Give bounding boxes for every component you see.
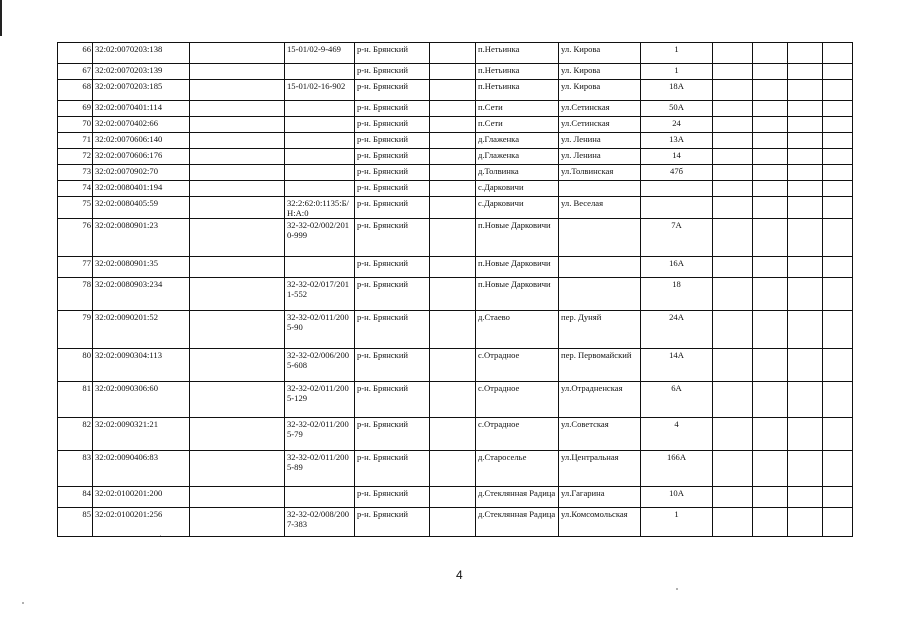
row-number: 76 [58, 219, 93, 257]
document-cell [190, 133, 285, 149]
empty-cell [753, 219, 788, 257]
empty-cell [430, 149, 476, 165]
empty-cell [713, 197, 753, 219]
row-number: 67 [58, 64, 93, 80]
empty-cell [788, 181, 823, 197]
district-cell: р-н. Брянский [355, 64, 430, 80]
street-cell [559, 278, 641, 311]
empty-cell [823, 133, 853, 149]
empty-cell [788, 382, 823, 418]
empty-cell [823, 181, 853, 197]
empty-cell [713, 101, 753, 117]
table-row [58, 43, 853, 64]
registration-number: 32-32-02/011/2005-89 [285, 451, 355, 487]
row-number: 80 [58, 349, 93, 382]
registration-number [285, 64, 355, 80]
document-cell [190, 382, 285, 418]
row-number: 73 [58, 165, 93, 181]
house-number: 1 [641, 508, 713, 537]
house-number: 16А [641, 257, 713, 278]
document-cell [190, 149, 285, 165]
empty-cell [430, 64, 476, 80]
house-number [641, 181, 713, 197]
settlement-cell: с.Отрадное [476, 382, 559, 418]
empty-cell [430, 219, 476, 257]
registration-number: 32:2:62:0:1135:Б/Н:А:0 [285, 197, 355, 219]
registration-number: 32-32-02/011/2005-79 [285, 418, 355, 451]
empty-cell [713, 133, 753, 149]
cadastral-number: 32:02:0070203:138 [93, 43, 190, 64]
empty-cell [788, 418, 823, 451]
settlement-cell: п.Новые Дарковичи [476, 278, 559, 311]
street-cell: ул.Толвинская [559, 165, 641, 181]
house-number: 1 [641, 43, 713, 64]
empty-cell [823, 418, 853, 451]
empty-cell [753, 487, 788, 508]
street-cell: ул.Гагарина [559, 487, 641, 508]
district-cell: р-н. Брянский [355, 219, 430, 257]
district-cell: р-н. Брянский [355, 311, 430, 349]
empty-cell [753, 311, 788, 349]
settlement-cell: п.Нетьинка [476, 43, 559, 64]
empty-cell [430, 508, 476, 537]
registration-number [285, 165, 355, 181]
empty-cell [713, 451, 753, 487]
document-cell [190, 64, 285, 80]
settlement-cell: п.Нетьинка [476, 80, 559, 101]
registration-number [285, 117, 355, 133]
table-row [58, 418, 853, 451]
settlement-cell: п.Новые Дарковичи [476, 257, 559, 278]
page-number: 4 [456, 568, 463, 582]
empty-cell [713, 257, 753, 278]
scan-speck [676, 588, 678, 590]
registration-number [285, 133, 355, 149]
empty-cell [713, 487, 753, 508]
street-cell: ул. Кирова [559, 80, 641, 101]
document-cell [190, 418, 285, 451]
document-cell [190, 165, 285, 181]
district-cell: р-н. Брянский [355, 80, 430, 101]
district-cell: р-н. Брянский [355, 43, 430, 64]
cadastral-number: 32:02:0080903:234 [93, 278, 190, 311]
cadastral-number: 32:02:0070203:139 [93, 64, 190, 80]
settlement-cell: п.Сети [476, 101, 559, 117]
empty-cell [753, 165, 788, 181]
table-row [58, 197, 853, 219]
registration-number: 32-32-02/011/2005-129 [285, 382, 355, 418]
district-cell: р-н. Брянский [355, 257, 430, 278]
registration-number [285, 101, 355, 117]
house-number: 13А [641, 133, 713, 149]
district-cell: р-н. Брянский [355, 382, 430, 418]
empty-cell [430, 257, 476, 278]
scan-speck [22, 602, 24, 604]
cadastral-number: 32:02:0090321:21 [93, 418, 190, 451]
empty-cell [753, 181, 788, 197]
table-row [58, 64, 853, 80]
row-number: 77 [58, 257, 93, 278]
empty-cell [753, 197, 788, 219]
empty-cell [788, 197, 823, 219]
empty-cell [753, 149, 788, 165]
document-cell [190, 101, 285, 117]
empty-cell [788, 349, 823, 382]
empty-cell [430, 278, 476, 311]
empty-cell [823, 508, 853, 537]
house-number: 1 [641, 64, 713, 80]
empty-cell [430, 133, 476, 149]
cadastral-number: 32:02:0100201:256 [93, 508, 190, 537]
registration-number: 15-01/02-9-469 [285, 43, 355, 64]
row-number: 79 [58, 311, 93, 349]
settlement-cell: с.Отрадное [476, 349, 559, 382]
empty-cell [713, 149, 753, 165]
empty-cell [713, 64, 753, 80]
row-number: 66 [58, 43, 93, 64]
house-number: 4 [641, 418, 713, 451]
row-number: 75 [58, 197, 93, 219]
registration-number: 32-32-02/002/2010-999 [285, 219, 355, 257]
street-cell: ул.Центральная [559, 451, 641, 487]
empty-cell [430, 418, 476, 451]
empty-cell [430, 311, 476, 349]
settlement-cell: д.Староселье [476, 451, 559, 487]
row-number: 82 [58, 418, 93, 451]
house-number: 6А [641, 382, 713, 418]
empty-cell [788, 278, 823, 311]
empty-cell [753, 278, 788, 311]
street-cell: ул. Веселая [559, 197, 641, 219]
street-cell: пер. Дуняй [559, 311, 641, 349]
settlement-cell: д.Глаженка [476, 133, 559, 149]
document-cell [190, 117, 285, 133]
district-cell: р-н. Брянский [355, 181, 430, 197]
empty-cell [713, 117, 753, 133]
settlement-cell: д.Стаево [476, 311, 559, 349]
empty-cell [430, 117, 476, 133]
street-cell: ул.Сетинская [559, 101, 641, 117]
table-row [58, 149, 853, 165]
house-number [641, 197, 713, 219]
empty-cell [788, 311, 823, 349]
settlement-cell: д.Глаженка [476, 149, 559, 165]
district-cell: р-н. Брянский [355, 451, 430, 487]
empty-cell [788, 101, 823, 117]
document-cell [190, 219, 285, 257]
house-number: 50А [641, 101, 713, 117]
table-row [58, 451, 853, 487]
row-number: 70 [58, 117, 93, 133]
empty-cell [713, 278, 753, 311]
settlement-cell: п.Нетьинка [476, 64, 559, 80]
empty-cell [753, 451, 788, 487]
house-number: 10А [641, 487, 713, 508]
empty-cell [753, 101, 788, 117]
table-row [58, 311, 853, 349]
district-cell: р-н. Брянский [355, 278, 430, 311]
empty-cell [823, 278, 853, 311]
district-cell: р-н. Брянский [355, 418, 430, 451]
registration-number: 32-32-02/006/2005-608 [285, 349, 355, 382]
empty-cell [823, 64, 853, 80]
settlement-cell: п.Новые Дарковичи [476, 219, 559, 257]
row-number: 68 [58, 80, 93, 101]
empty-cell [823, 149, 853, 165]
street-cell: ул. Ленина [559, 149, 641, 165]
street-cell: ул.Сетинская [559, 117, 641, 133]
cadastral-number: 32:02:0070902:70 [93, 165, 190, 181]
house-number: 18 [641, 278, 713, 311]
cadastral-number: 32:02:0070606:176 [93, 149, 190, 165]
house-number: 14А [641, 349, 713, 382]
house-number: 47б [641, 165, 713, 181]
empty-cell [823, 382, 853, 418]
district-cell: р-н. Брянский [355, 165, 430, 181]
street-cell: ул. Ленина [559, 133, 641, 149]
registration-number: 32-32-02/017/2011-552 [285, 278, 355, 311]
registration-number: 32-32-02/008/2007-383 [285, 508, 355, 537]
street-cell: ул.Отрадненская [559, 382, 641, 418]
document-cell [190, 487, 285, 508]
empty-cell [713, 349, 753, 382]
empty-cell [823, 43, 853, 64]
empty-cell [753, 133, 788, 149]
empty-cell [823, 451, 853, 487]
empty-cell [430, 101, 476, 117]
table-row [58, 278, 853, 311]
row-number: 72 [58, 149, 93, 165]
row-number: 78 [58, 278, 93, 311]
cadastral-number: 32:02:0070401:114 [93, 101, 190, 117]
row-number: 69 [58, 101, 93, 117]
cadastral-number: 32:02:0080901:35 [93, 257, 190, 278]
registration-number: 15-01/02-16-902 [285, 80, 355, 101]
empty-cell [430, 349, 476, 382]
empty-cell [823, 165, 853, 181]
district-cell: р-н. Брянский [355, 349, 430, 382]
settlement-cell: д.Стеклянная Радица [476, 487, 559, 508]
empty-cell [788, 80, 823, 101]
registry-table-body [58, 43, 853, 537]
street-cell: ул. Кирова [559, 64, 641, 80]
empty-cell [430, 451, 476, 487]
cadastral-number: 32:02:0090304:113 [93, 349, 190, 382]
district-cell: р-н. Брянский [355, 117, 430, 133]
empty-cell [788, 165, 823, 181]
table-row [58, 382, 853, 418]
document-cell [190, 197, 285, 219]
document-cell [190, 349, 285, 382]
cadastral-number: 32:02:0080405:59 [93, 197, 190, 219]
row-number: 84 [58, 487, 93, 508]
row-number: 71 [58, 133, 93, 149]
district-cell: р-н. Брянский [355, 508, 430, 537]
empty-cell [788, 508, 823, 537]
empty-cell [753, 117, 788, 133]
document-cell [190, 278, 285, 311]
registration-number [285, 181, 355, 197]
settlement-cell: с.Отрадное [476, 418, 559, 451]
scan-edge-mark [0, 0, 2, 36]
empty-cell [713, 382, 753, 418]
house-number: 166А [641, 451, 713, 487]
empty-cell [823, 487, 853, 508]
empty-cell [713, 508, 753, 537]
registration-number: 32-32-02/011/2005-90 [285, 311, 355, 349]
settlement-cell: д.Стеклянная Радица [476, 508, 559, 537]
street-cell [559, 181, 641, 197]
registration-number [285, 487, 355, 508]
registration-number [285, 257, 355, 278]
table-row [58, 257, 853, 278]
empty-cell [823, 311, 853, 349]
empty-cell [713, 181, 753, 197]
empty-cell [753, 418, 788, 451]
row-number: 83 [58, 451, 93, 487]
district-cell: р-н. Брянский [355, 197, 430, 219]
street-cell: ул. Кирова [559, 43, 641, 64]
table-row [58, 80, 853, 101]
district-cell: р-н. Брянский [355, 149, 430, 165]
document-cell [190, 80, 285, 101]
empty-cell [713, 418, 753, 451]
settlement-cell: д.Толвинка [476, 165, 559, 181]
settlement-cell: с.Дарковичи [476, 181, 559, 197]
street-cell: ул.Советская [559, 418, 641, 451]
house-number: 7А [641, 219, 713, 257]
empty-cell [788, 133, 823, 149]
empty-cell [753, 257, 788, 278]
empty-cell [788, 149, 823, 165]
house-number: 14 [641, 149, 713, 165]
table-row [58, 133, 853, 149]
empty-cell [430, 80, 476, 101]
empty-cell [788, 257, 823, 278]
street-cell: пер. Первомайский [559, 349, 641, 382]
empty-cell [788, 219, 823, 257]
table-row [58, 117, 853, 133]
empty-cell [713, 219, 753, 257]
empty-cell [823, 101, 853, 117]
cadastral-number: 32:02:0100201:200 [93, 487, 190, 508]
document-cell [190, 257, 285, 278]
table-row [58, 165, 853, 181]
cadastral-number: 32:02:0090306:60 [93, 382, 190, 418]
district-cell: р-н. Брянский [355, 487, 430, 508]
empty-cell [713, 165, 753, 181]
table-row [58, 101, 853, 117]
registry-table [57, 42, 853, 537]
empty-cell [753, 80, 788, 101]
empty-cell [788, 117, 823, 133]
house-number: 24А [641, 311, 713, 349]
cadastral-number: 32:02:0080401:194 [93, 181, 190, 197]
empty-cell [823, 219, 853, 257]
empty-cell [753, 349, 788, 382]
cadastral-number: 32:02:0080901:23 [93, 219, 190, 257]
house-number: 18А [641, 80, 713, 101]
empty-cell [713, 80, 753, 101]
empty-cell [753, 43, 788, 64]
house-number: 24 [641, 117, 713, 133]
cadastral-number: 32:02:0090406:83 [93, 451, 190, 487]
row-number: 74 [58, 181, 93, 197]
empty-cell [713, 43, 753, 64]
document-cell [190, 43, 285, 64]
empty-cell [430, 43, 476, 64]
scan-speck [160, 535, 161, 536]
empty-cell [823, 197, 853, 219]
street-cell: ул.Комсомольская [559, 508, 641, 537]
empty-cell [430, 382, 476, 418]
district-cell: р-н. Брянский [355, 133, 430, 149]
row-number: 81 [58, 382, 93, 418]
empty-cell [823, 257, 853, 278]
district-cell: р-н. Брянский [355, 101, 430, 117]
empty-cell [713, 311, 753, 349]
empty-cell [430, 197, 476, 219]
settlement-cell: п.Сети [476, 117, 559, 133]
table-row [58, 508, 853, 537]
settlement-cell: с.Дарковичи [476, 197, 559, 219]
empty-cell [430, 487, 476, 508]
document-cell [190, 311, 285, 349]
table-row [58, 487, 853, 508]
empty-cell [753, 382, 788, 418]
empty-cell [753, 508, 788, 537]
document-cell [190, 451, 285, 487]
cadastral-number: 32:02:0070606:140 [93, 133, 190, 149]
empty-cell [753, 64, 788, 80]
cadastral-number: 32:02:0090201:52 [93, 311, 190, 349]
empty-cell [823, 117, 853, 133]
empty-cell [788, 487, 823, 508]
empty-cell [788, 43, 823, 64]
registration-number [285, 149, 355, 165]
street-cell [559, 219, 641, 257]
empty-cell [788, 451, 823, 487]
empty-cell [823, 80, 853, 101]
street-cell [559, 257, 641, 278]
cadastral-number: 32:02:0070203:185 [93, 80, 190, 101]
document-cell [190, 181, 285, 197]
table-row [58, 219, 853, 257]
table-row [58, 181, 853, 197]
table-row [58, 349, 853, 382]
empty-cell [430, 165, 476, 181]
empty-cell [788, 64, 823, 80]
row-number: 85 [58, 508, 93, 537]
document-cell [190, 508, 285, 537]
empty-cell [430, 181, 476, 197]
cadastral-number: 32:02:0070402:66 [93, 117, 190, 133]
empty-cell [823, 349, 853, 382]
